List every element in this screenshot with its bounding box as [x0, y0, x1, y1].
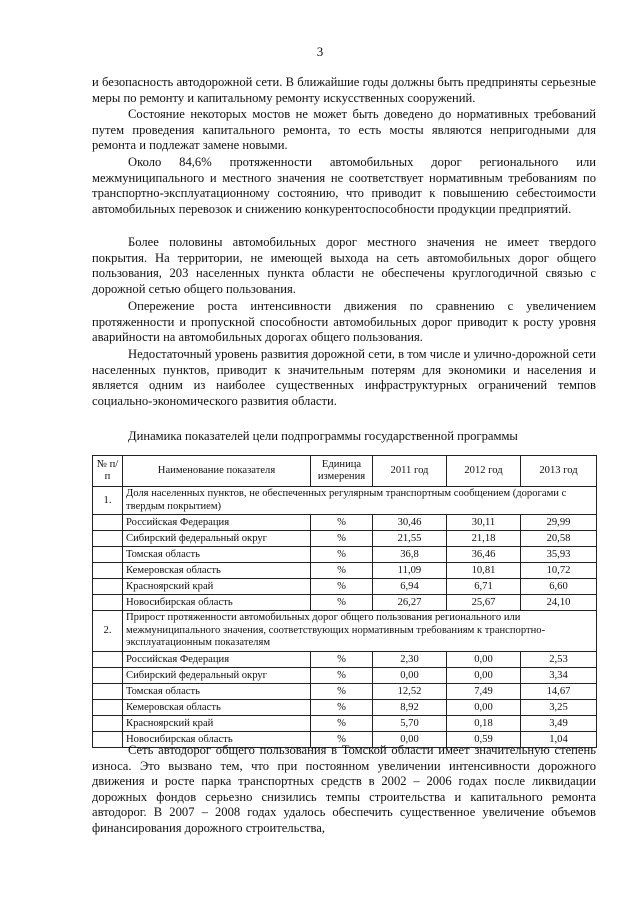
row-2012: 30,11 — [447, 515, 521, 531]
row-2011: 30,46 — [373, 515, 447, 531]
row-unit: % — [311, 531, 373, 547]
row-name: Красноярский край — [123, 715, 311, 731]
row-2011: 2,30 — [373, 651, 447, 667]
table-row — [93, 579, 597, 595]
table-row — [93, 515, 597, 531]
row-name: Кемеровская область — [123, 699, 311, 715]
row-2013: 10,72 — [521, 563, 597, 579]
row-2013: 29,99 — [521, 515, 597, 531]
row-2011: 12,52 — [373, 683, 447, 699]
table-row — [93, 547, 597, 563]
row-2012: 6,71 — [447, 579, 521, 595]
row-unit: % — [311, 731, 373, 747]
section-number: 1. — [93, 487, 123, 515]
row-2013: 14,67 — [521, 683, 597, 699]
row-2012: 0,00 — [447, 667, 521, 683]
row-2012: 0,00 — [447, 699, 521, 715]
row-unit: % — [311, 595, 373, 611]
table-row — [93, 699, 597, 715]
row-unit: % — [311, 547, 373, 563]
table-row — [93, 563, 597, 579]
paragraph-6: Недостаточный уровень развития дорожной сети, в том числе и улично-дорожной сети населенных пунктов, приводит к значительным потерям для экономики и населения и является одним из наиболее существенных инфраструктурных ограничений темпов социально-экономического развития области. — [92, 347, 596, 408]
table-caption: Динамика показателей цели подпрограммы государственной программы — [128, 429, 518, 443]
row-2011: 21,55 — [373, 531, 447, 547]
header-name: Наименование показателя — [123, 456, 311, 487]
row-2012: 7,49 — [447, 683, 521, 699]
section-title: Прирост протяженности автомобильных дорог общего пользования регионального или межмуниципального значения, соответствующих нормативным требованиям к транспортно-эксплуатационным показателям — [123, 611, 597, 652]
row-2012: 0,59 — [447, 731, 521, 747]
row-2013: 3,34 — [521, 667, 597, 683]
row-2013: 20,58 — [521, 531, 597, 547]
row-2013: 2,53 — [521, 651, 597, 667]
paragraph-5: Опережение роста интенсивности движения по сравнению с увеличением протяженности и пропускной способности автомобильных дорог приводит к росту уровня аварийности на автомобильных дорогах общего пользования. — [92, 299, 596, 345]
paragraph-3: Около 84,6% протяженности автомобильных дорог регионального или межмуниципального и местного значения не соответствует нормативным требованиям по транспортно-эксплуатационному состоянию, что приводит к повышению себестоимости автомобильных перевозок и снижению конкурентоспособности продукции предприятий. — [92, 155, 596, 216]
row-2012: 25,67 — [447, 595, 521, 611]
row-2013: 1,04 — [521, 731, 597, 747]
row-name: Российская Федерация — [123, 651, 311, 667]
table-row — [93, 715, 597, 731]
header-2012: 2012 год — [447, 456, 521, 487]
row-2011: 6,94 — [373, 579, 447, 595]
row-2012: 36,46 — [447, 547, 521, 563]
row-2011: 0,00 — [373, 667, 447, 683]
table-row — [93, 683, 597, 699]
row-2013: 24,10 — [521, 595, 597, 611]
row-unit: % — [311, 699, 373, 715]
row-name: Новосибирская область — [123, 595, 311, 611]
row-2013: 6,60 — [521, 579, 597, 595]
row-unit: % — [311, 651, 373, 667]
row-name: Сибирский федеральный округ — [123, 667, 311, 683]
row-name: Российская Федерация — [123, 515, 311, 531]
row-unit: % — [311, 683, 373, 699]
paragraph-1: и безопасность автодорожной сети. В ближайшие годы должны быть предприняты серьезные меры по ремонту и капитальному ремонту искусственных сооружений. — [92, 75, 596, 105]
header-2011: 2011 год — [373, 456, 447, 487]
row-name: Томская область — [123, 547, 311, 563]
row-2011: 5,70 — [373, 715, 447, 731]
row-2011: 11,09 — [373, 563, 447, 579]
section-title: Доля населенных пунктов, не обеспеченных регулярным транспортным сообщением (дорогами с твердым покрытием) — [123, 487, 597, 515]
row-2011: 36,8 — [373, 547, 447, 563]
section-row — [93, 487, 597, 515]
row-unit: % — [311, 579, 373, 595]
row-2011: 0,00 — [373, 731, 447, 747]
table-row — [93, 667, 597, 683]
header-number: № п/п — [93, 456, 123, 487]
row-2012: 10,81 — [447, 563, 521, 579]
row-name: Томская область — [123, 683, 311, 699]
section-row — [93, 611, 597, 652]
paragraph-4: Более половины автомобильных дорог местного значения не имеет твердого покрытия. На территории, не имеющей выхода на сеть автомобильных дорог общего пользования, 203 населенных пункта области не обеспечены круглогодичной связью с дорожной сетью общего пользования. — [92, 235, 596, 296]
row-name: Красноярский край — [123, 579, 311, 595]
row-name: Новосибирская область — [123, 731, 311, 747]
row-unit: % — [311, 667, 373, 683]
row-2011: 26,27 — [373, 595, 447, 611]
row-2013: 3,25 — [521, 699, 597, 715]
page-number: 3 — [316, 44, 324, 59]
row-2013: 3,49 — [521, 715, 597, 731]
header-2013: 2013 год — [521, 456, 597, 487]
table-row — [93, 531, 597, 547]
row-unit: % — [311, 563, 373, 579]
closing-paragraph: Сеть автодорог общего пользования в Томской области имеет значительную степень износа. Это вызвано тем, что при постоянном увеличении интенсивности дорожного движения и росте парка транспортных средств в 2002 – 2006 годах после ликвидации дорожных фондов серьезно снизились темпы строительства и капитального ремонта автодорог. В 2007 – 2008 годах удалось обеспечить существенное увеличение объемов финансирования дорожного строительства, — [92, 743, 596, 835]
header-unit: Единица измерения — [311, 456, 373, 487]
row-2013: 35,93 — [521, 547, 597, 563]
table-header-row — [93, 456, 597, 487]
table-row — [93, 651, 597, 667]
row-unit: % — [311, 715, 373, 731]
row-name: Кемеровская область — [123, 563, 311, 579]
row-2012: 0,18 — [447, 715, 521, 731]
row-2012: 21,18 — [447, 531, 521, 547]
section-number: 2. — [93, 611, 123, 652]
paragraph-2: Состояние некоторых мостов не может быть доведено до нормативных требований путем проведения капитального ремонта, то есть мосты являются непригодными для ремонта и подлежат замене новыми. — [92, 107, 596, 153]
indicators-table — [92, 455, 597, 748]
row-2012: 0,00 — [447, 651, 521, 667]
row-2011: 8,92 — [373, 699, 447, 715]
row-unit: % — [311, 515, 373, 531]
row-name: Сибирский федеральный округ — [123, 531, 311, 547]
table-row — [93, 595, 597, 611]
